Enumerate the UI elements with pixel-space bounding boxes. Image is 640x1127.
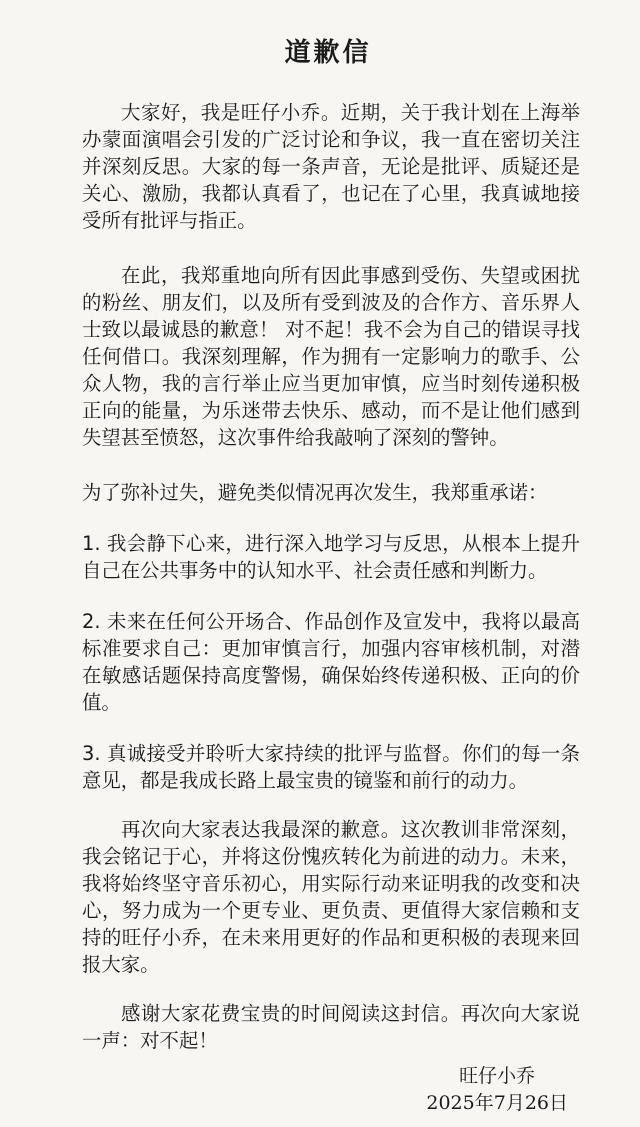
signature-name: 旺仔小乔 (459, 1065, 536, 1087)
signature-date: 2025年7月26日 (426, 1092, 568, 1114)
paragraph-promise-intro: 为了弥补过失，避免类似情况再次发生，我郑重承诺： (82, 481, 548, 504)
letter-title: 道歉信 (284, 38, 372, 68)
paragraph-apology: 在此，我郑重地向所有因此事感到受伤、失望或困扰的粉丝、朋友们，以及所有受到波及的合作方、音乐界人士致以最诚恳的歉意！ 对不起！我不会为自己的错误寻找任何借口。我深刻理解，作为拥有一定影响力的歌手、公众人物，我的言行举止应当更加审慎，应当时刻传递积极正向的能量，为乐迷带去快乐、感动，而不是让他们感到失望甚至愤怒，这次事件给我敲响了深刻的警钟。 (82, 264, 580, 449)
promise-item-2: 2. 未来在任何公开场合、作品创作及宣发中，我将以最高标准要求自己：更加审慎言行，加强内容审核机制，对潜在敏感话题保持高度警惕，确保始终传递积极、正向的价值。 (82, 610, 580, 714)
paragraph-greeting: 大家好，我是旺仔小乔。近期，关于我计划在上海举办蒙面演唱会引发的广泛讨论和争议，我一直在密切关注并深刻反思。大家的每一条声音，无论是批评、质疑还是关心、激励，我都认真看了，也记在了心里，我真诚地接受所有批评与指正。 (82, 101, 580, 232)
paragraph-thanks: 感谢大家花费宝贵的时间阅读这封信。再次向大家说一声：对不起！ (82, 1002, 580, 1052)
promise-item-1: 1. 我会静下心来，进行深入地学习与反思，从根本上提升自己在公共事务中的认知水平、社会责任感和判断力。 (82, 532, 580, 582)
promise-item-3: 3. 真诚接受并聆听大家持续的批评与监督。你们的每一条意见，都是我成长路上最宝贵的镜鉴和前行的动力。 (82, 742, 580, 792)
paragraph-closing: 再次向大家表达我最深的歉意。这次教训非常深刻，我会铭记于心，并将这份愧疚转化为前进的动力。未来，我将始终坚守音乐初心，用实际行动来证明我的改变和决心，努力成为一个更专业、更负责、更值得大家信赖和支持的旺仔小乔，在未来用更好的作品和更积极的表现来回报大家。 (82, 818, 580, 976)
signature-block (426, 1063, 568, 1117)
